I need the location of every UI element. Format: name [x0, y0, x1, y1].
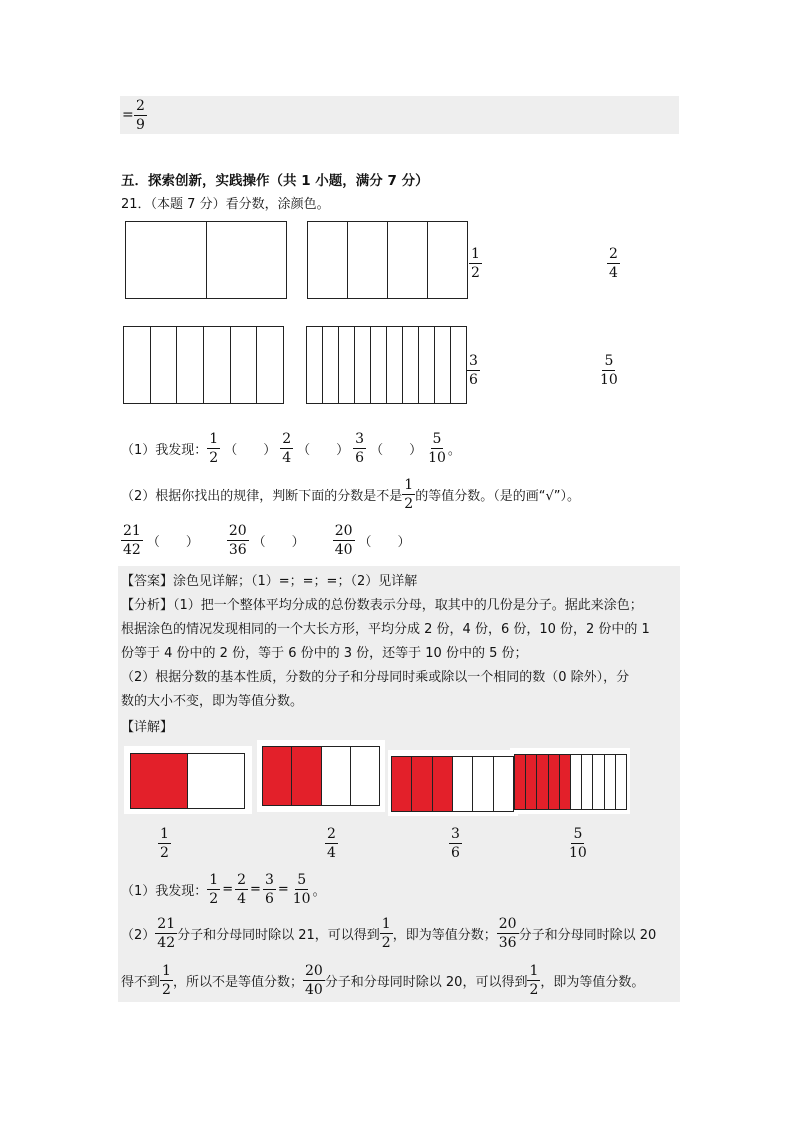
judge-blank-1[interactable]: （ ）	[146, 535, 199, 550]
part1-label: （1）我发现：	[121, 443, 208, 458]
eq-2: =	[250, 882, 261, 897]
judge-fraction-20-40: $\frac{20}{40}$	[334, 523, 353, 558]
p1-fraction-3-6: $\frac{3}{6}$	[355, 431, 365, 466]
shaded-rect-sixths	[391, 756, 514, 812]
result-line-1	[121, 873, 326, 906]
judge-line	[121, 524, 411, 557]
analysis-line-2: 根据涂色的情况发现相同的一个大长方形，平均分成 2 份，4 份，6 份，10 份，2 份中的 1	[121, 622, 650, 637]
eq-3: =	[277, 882, 289, 897]
analysis-line-3: 份等于 4 份中的 2 份，等于 6 份中的 3 份，还等于 10 份中的 5 份；	[121, 646, 528, 661]
answer-block	[118, 566, 680, 1002]
analysis-line-1: 【分析】（1）把一个整体平均分成的总份数表示分母，取其中的几份是分子。据此来涂色；	[121, 598, 643, 613]
part2-text-b: 的等值分数。（是的画“√”）。	[415, 489, 580, 504]
eq-1: =	[222, 882, 234, 897]
p2-d: 得不到	[121, 975, 161, 990]
p2-g: ，即为等值分数。	[540, 975, 645, 990]
r2-fraction-1-2: $\frac{1}{2}$	[381, 916, 391, 951]
p2-b: ，即为等值分数；	[392, 928, 497, 943]
p1-fraction-5-10: $\frac{5}{10}$	[428, 431, 446, 466]
p2-prefix: （2）	[121, 928, 156, 943]
label-fraction-1-2: $\frac{1}{2}$	[471, 246, 480, 281]
rect-halves[interactable]	[125, 221, 287, 299]
p1-fraction-1-2: $\frac{1}{2}$	[209, 431, 219, 466]
res-fraction-2-4: $\frac{2}{4}$	[237, 872, 247, 907]
detail-fraction-1-2: $\frac{1}{2}$	[160, 826, 169, 861]
rect-quarters[interactable]	[307, 221, 468, 299]
r2-fraction-1-2-b: $\frac{1}{2}$	[162, 963, 171, 998]
p2-a: 分子和分母同时除以 21，可以得到	[177, 928, 380, 943]
judge-fraction-21-42: $\frac{21}{42}$	[123, 523, 141, 558]
detail-fraction-3-6: $\frac{3}{6}$	[451, 826, 460, 861]
shaded-rect-tenths	[514, 754, 627, 810]
detail-fraction-2-4: $\frac{2}{4}$	[327, 826, 336, 861]
label-fraction-2-4: $\frac{2}{4}$	[609, 246, 618, 281]
r2-fraction-21-42: $\frac{21}{42}$	[157, 916, 176, 951]
period: 。	[447, 443, 461, 458]
blank-1[interactable]: （ ）	[224, 443, 277, 458]
analysis-line-5: 数的大小不变，即为等值分数。	[121, 694, 304, 709]
part2-line	[121, 478, 580, 511]
p2-e: ，所以不是等值分数；	[172, 975, 303, 990]
result-line-2b	[121, 964, 644, 997]
label-fraction-3-6: $\frac{3}{6}$	[469, 353, 478, 388]
res-fraction-1-2: $\frac{1}{2}$	[209, 872, 219, 907]
question-header	[121, 193, 330, 212]
p2-f: 分子和分母同时除以 20，可以得到	[324, 975, 528, 990]
shaded-rect-halves	[130, 753, 245, 809]
part2-text-a: （2）根据你找出的规律，判断下面的分数是不是	[121, 489, 403, 504]
result-label: （1）我发现：	[121, 884, 208, 899]
blank-2[interactable]: （ ）	[297, 443, 350, 458]
equals-sign: =	[122, 107, 134, 123]
result-line-2a	[121, 917, 656, 950]
section-title: 五．探索创新，实践操作（共 1 小题，满分 7 分）	[121, 173, 429, 189]
shaded-rect-quarters	[262, 746, 380, 806]
r2-fraction-20-40: $\frac{20}{40}$	[304, 963, 323, 998]
answer-label: 【答案】涂色见详解；（1）=；=；=；（2）见详解	[121, 574, 418, 589]
res-fraction-3-6: $\frac{3}{6}$	[264, 872, 274, 907]
p1-fraction-2-4: $\frac{2}{4}$	[282, 431, 292, 466]
judge-blank-3[interactable]: （ ）	[358, 535, 411, 550]
previous-answer-fragment	[120, 96, 679, 134]
r2-fraction-1-2-c: $\frac{1}{2}$	[529, 963, 539, 998]
rect-sixths[interactable]	[123, 326, 284, 404]
r2-fraction-20-36: $\frac{20}{36}$	[498, 916, 517, 951]
part1-line	[121, 432, 461, 465]
rect-tenths[interactable]	[306, 326, 467, 404]
label-fraction-5-10: $\frac{5}{10}$	[600, 353, 618, 388]
judge-fraction-20-36: $\frac{20}{36}$	[228, 523, 247, 558]
analysis-line-4: （2）根据分数的基本性质，分数的分子和分母同时乘或除以一个相同的数（0 除外），分	[121, 670, 630, 685]
judge-blank-2[interactable]: （ ）	[252, 535, 305, 550]
fraction-2-9: $\frac{2}{9}$	[136, 98, 145, 133]
p2-c: 分子和分母同时除以 20	[518, 928, 657, 943]
detail-fraction-5-10: $\frac{5}{10}$	[569, 826, 587, 861]
res-fraction-5-10: $\frac{5}{10}$	[292, 872, 311, 907]
question-number: 21．	[121, 197, 151, 212]
detail-label: 【详解】	[121, 720, 174, 735]
blank-3[interactable]: （ ）	[370, 443, 423, 458]
period-2: 。	[312, 884, 326, 899]
p2-fraction-1-2: $\frac{1}{2}$	[404, 477, 414, 512]
question-text: （本题 7 分）看分数，涂颜色。	[150, 197, 330, 212]
